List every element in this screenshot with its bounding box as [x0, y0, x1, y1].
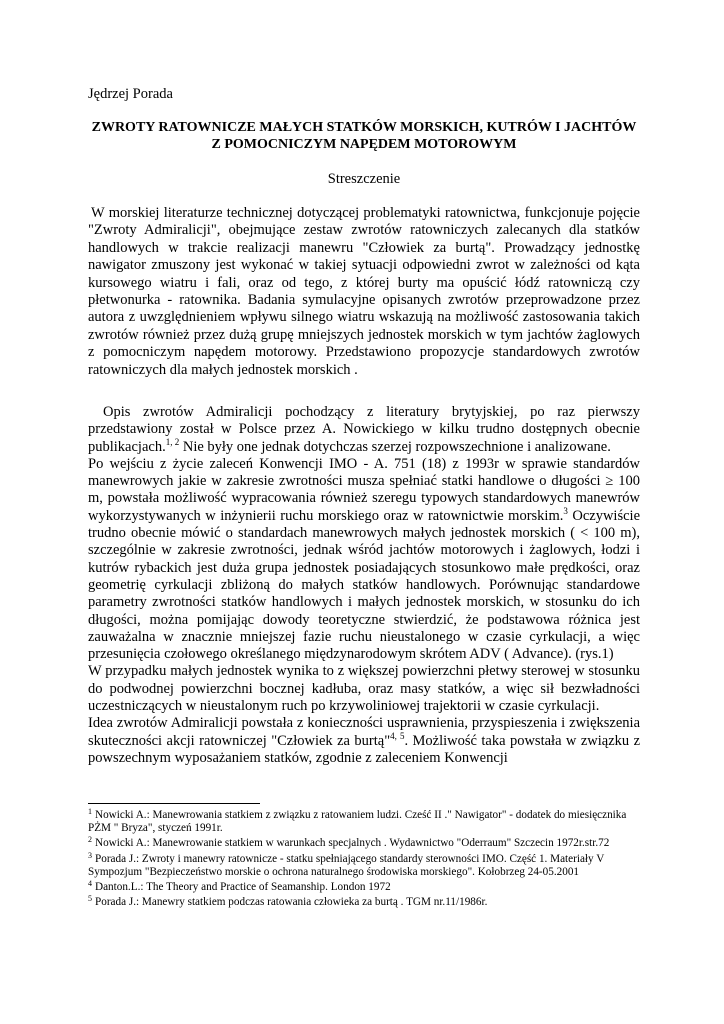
footnote-4	[88, 881, 640, 894]
body-paragraph-2	[88, 456, 640, 664]
body-paragraph-2-tail: Oczywiście trudno obecnie mówić o standardach manewrowych małych jednostek morskich ( < 100 m), szczególnie w zakresie zwrotności, jednak wśród jachtów motorowych i żaglowych, łodzi i kutrów rybackich jest duża grupa jednostek posiadających stosunkowo małe prędkości, oraz geometrię cyrkulacji zbliżoną do małych statków handlowych. Porównując standardowe parametry zwrotności statków handlowych i małych jednostek morskich, w stosunku do ich długości, można pomijając dowody teoretyczne stwierdzić, że podstawowa różnica jest zauważalna w znacznie mniejszej fazie ruchu nieustalonego w czasie cyrkulacji, a więc przesunięcia czołowego określanego międzynarodowym skrótem ADV ( Advance). (rys.1)	[88, 507, 641, 663]
footnote-number: 2	[88, 835, 92, 845]
body-paragraph-1	[88, 404, 640, 456]
author-name: Jędrzej Porada	[88, 86, 173, 102]
body-paragraph-1-text: Opis zwrotów Admiralicji pochodzący z literatury brytyjskiej, po raz pierwszy przedstawiony został w Polsce przez A. Nowickiego w kilku trudno dostępnych obecnie publikacjach.	[88, 404, 640, 455]
body-paragraph-4-text: Idea zwrotów Admiralicji powstała z konieczności usprawnienia, przyspieszenia i zwiększenia skuteczności akcji ratowniczej "Człowiek za burtą"	[88, 715, 640, 749]
footnote-3	[88, 850, 640, 879]
body-paragraph-2-text: Po wejściu z życie zaleceń Konwencji IMO - A. 751 (18) z 1993r w sprawie standardów manewrowych jakie w zakresie zwrotności musza spełniać statki handlowe o długości ≥ 100 m, powstała możliwość wypracowania również szeregu typowych standardowych manewrów wykorzystywanych w inżynierii ruchu morskiego oraz w ratownictwie morskim.	[88, 455, 640, 524]
footnote-number: 5	[88, 894, 92, 904]
footnote-text: Porada J.: Manewry statkiem podczas ratowania człowieka za burtą . TGM nr.11/1986r.	[95, 896, 488, 909]
body-paragraph-3-text: W przypadku małych jednostek wynika to z większej powierzchni płetwy sterowej w stosunku do podwodnej powierzchni bocznej kadłuba, oraz masy statków, a więc sił bezwładności uczestniczących w nieustalonym ruch po krzywoliniowej trajektorii w czasie cyrkulacji.	[88, 663, 640, 715]
footnote-divider	[88, 803, 260, 804]
footnote-ref: 4, 5	[390, 730, 405, 741]
body-text	[88, 404, 640, 767]
body-paragraph-4	[88, 715, 640, 767]
body-paragraph-3	[88, 663, 640, 715]
body-paragraph-1-tail: Nie były one jednak dotychczas szerzej rozpowszechnione i analizowane.	[179, 438, 611, 455]
footnote-number: 4	[88, 879, 92, 889]
footnote-ref: 1, 2	[165, 436, 180, 447]
footnote-text: Nowicki A.: Manewrowanie statkiem w warunkach specjalnych . Wydawnictwo "Oderraum" Szczecin 1972r.str.72	[95, 837, 610, 850]
abstract	[88, 205, 640, 379]
footnotes	[88, 809, 640, 911]
footnote-2	[88, 837, 640, 850]
paper-title: ZWROTY RATOWNICZE MAŁYCH STATKÓW MORSKICH, KUTRÓW I JACHTÓW Z POMOCNICZYM NAPĘDEM MOTOROWYM	[91, 120, 637, 152]
body-paragraph-4-tail: . Możliwość taka powstała w związku z powszechnym wyposażaniem statków, zgodnie z zaleceniem Konwencji	[88, 732, 641, 766]
footnote-text: Nowicki A.: Manewrowania statkiem z związku z ratowaniem ludzi. Cześć II ." Nawigator" - dodatek do miesięcznika PŻM " Bryza", styczeń 1991r.	[88, 809, 627, 835]
footnote-1	[88, 809, 640, 835]
abstract-heading: Streszczenie	[327, 171, 401, 187]
footnote-5	[88, 896, 640, 909]
footnote-number: 1	[88, 807, 92, 816]
abstract-paragraph: W morskiej literaturze technicznej dotyczącej problematyki ratownictwa, funkcjonuje pojęcie "Zwroty Admiralicji", obejmujące zestaw zwrotów ratowniczych zalecanych dla statków handlowych w trakcie realizacji manewru "Człowiek za burtą". Prowadzący jednostkę nawigator zmuszony jest wykonać w takiej sytuacji odpowiedni zwrot w zależności od kąta kursowego wiatru i fali, oraz od tego, z której burty ma opuścić łódź ratowniczą czy płetwonurka - ratownika. Badania symulacyjne opisanych zwrotów przeprowadzone przez autora z uwzględnieniem wpływu silnego wiatru wskazują na możliwość zastosowania takich zwrotów również przez dużą grupę mniejszych jednostek morskich w tym jachtów żaglowych z pomocniczym napędem motorowy. Przedstawiono propozycje standardowych zwrotów ratowniczych dla małych jednostek morskich .	[88, 205, 640, 378]
footnote-number: 3	[88, 850, 92, 860]
footnote-ref: 3	[563, 505, 568, 516]
footnote-text: Danton.L.: The Theory and Practice of Seamanship. London 1972	[95, 881, 391, 894]
footnote-text: Porada J.: Zwroty i manewry ratownicze - statku spełniającego standardy sterowności IMO. Część 1. Materiały V Sympozjum "Bezpieczeństwo morskie o ochrona naturalnego środowiska morskiego". Kołobrzeg 24-05.2001	[88, 852, 605, 878]
